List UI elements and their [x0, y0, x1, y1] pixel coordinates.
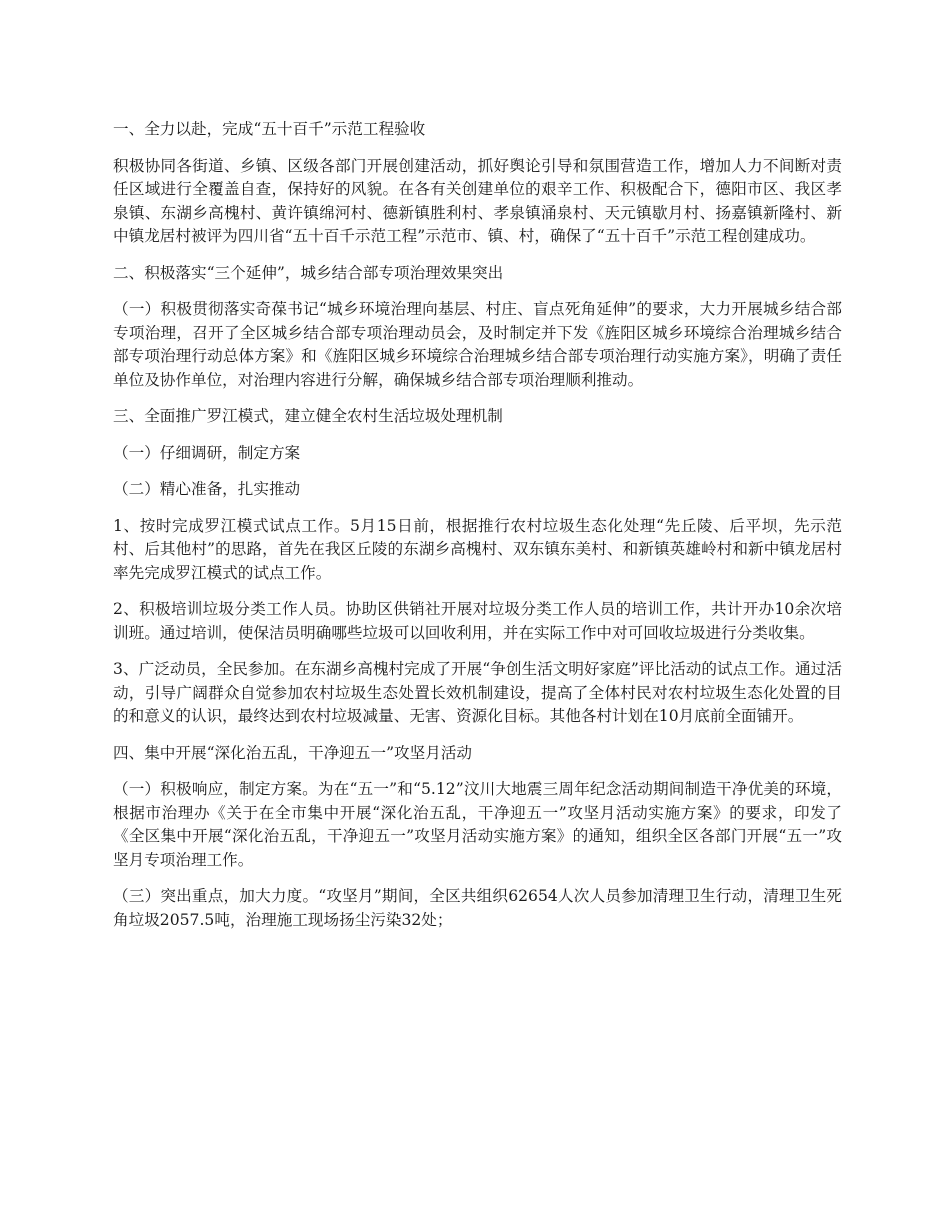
body-paragraph: （三）突出重点，加大力度。“攻坚月”期间，全区共组织62654人次人员参加清理卫生行动，清理卫生死角垃圾2057.5吨，治理施工现场扬尘污染32处； — [113, 887, 842, 929]
body-paragraph: （一）积极响应，制定方案。为在“五一”和“5.12”汶川大地震三周年纪念活动期间制造干净优美的环境，根据市治理办《关于在全市集中开展“深化治五乱，干净迎五一”攻坚月活动实施方案》的要求，印发了《全区集中开展“深化治五乱，干净迎五一”攻坚月活动实施方案》的通知，组织全区各部门开展“五一”攻坚月专项治理工作。 — [113, 780, 842, 869]
body-paragraph: 积极协同各街道、乡镇、区级各部门开展创建活动，抓好舆论引导和氛围营造工作，增加人力不间断对责任区域进行全覆盖自查，保持好的风貌。在各有关创建单位的艰辛工作、积极配合下，德阳市区、我区孝泉镇、东湖乡高槐村、黄许镇绵河村、德新镇胜利村、孝泉镇涌泉村、天元镇歇月村、扬嘉镇新隆村、新中镇龙居村被评为四川省“五十百千示范工程”示范市、镇、村，确保了“五十百千”示范工程创建成功。 — [113, 156, 842, 245]
body-paragraph: 1、按时完成罗江模式试点工作。5月15日前，根据推行农村垃圾生态化处理“先丘陵、后平坝，先示范村、后其他村”的思路，首先在我区丘陵的东湖乡高槐村、双东镇东美村、和新镇英雄岭村和新中镇龙居村率先完成罗江模式的试点工作。 — [113, 516, 842, 582]
section-heading-1: 一、全力以赴，完成“五十百千”示范工程验收 — [113, 120, 426, 138]
section-heading-4: 四、集中开展“深化治五乱，干净迎五一”攻坚月活动 — [113, 743, 473, 762]
section-heading-3: 三、全面推广罗江模式，建立健全农村生活垃圾处理机制 — [113, 407, 503, 425]
body-paragraph: （一）积极贯彻落实奇葆书记“城乡环境治理向基层、村庄、盲点死角延伸”的要求，大力开展城乡结合部专项治理，召开了全区城乡结合部专项治理动员会，及时制定并下发《旌阳区城乡环境综合治理城乡结合部专项治理行动总体方案》和《旌阳区城乡环境综合治理城乡结合部专项治理行动实施方案》，明确了责任单位及协作单位，对治理内容进行分解，确保城乡结合部专项治理顺利推动。 — [113, 300, 842, 389]
sub-heading: （一）仔细调研，制定方案 — [113, 443, 301, 462]
body-paragraph: 2、积极培训垃圾分类工作人员。协助区供销社开展对垃圾分类工作人员的培训工作，共计开办10余次培训班。通过培训，使保洁员明确哪些垃圾可以回收利用，并在实际工作中对可回收垃圾进行分类收集。 — [113, 600, 842, 642]
section-heading-2: 二、积极落实“三个延伸”，城乡结合部专项治理效果突出 — [113, 263, 504, 282]
body-paragraph: 3、广泛动员，全民参加。在东湖乡高槐村完成了开展“争创生活文明好家庭”评比活动的试点工作。通过活动，引导广阔群众自觉参加农村垃圾生态处置长效机制建设，提高了全体村民对农村垃圾生态化处置的目的和意义的认识，最终达到农村垃圾减量、无害、资源化目标。其他各村计划在10月底前全面铺开。 — [113, 660, 842, 725]
sub-heading: （二）精心准备，扎实推动 — [113, 480, 301, 498]
